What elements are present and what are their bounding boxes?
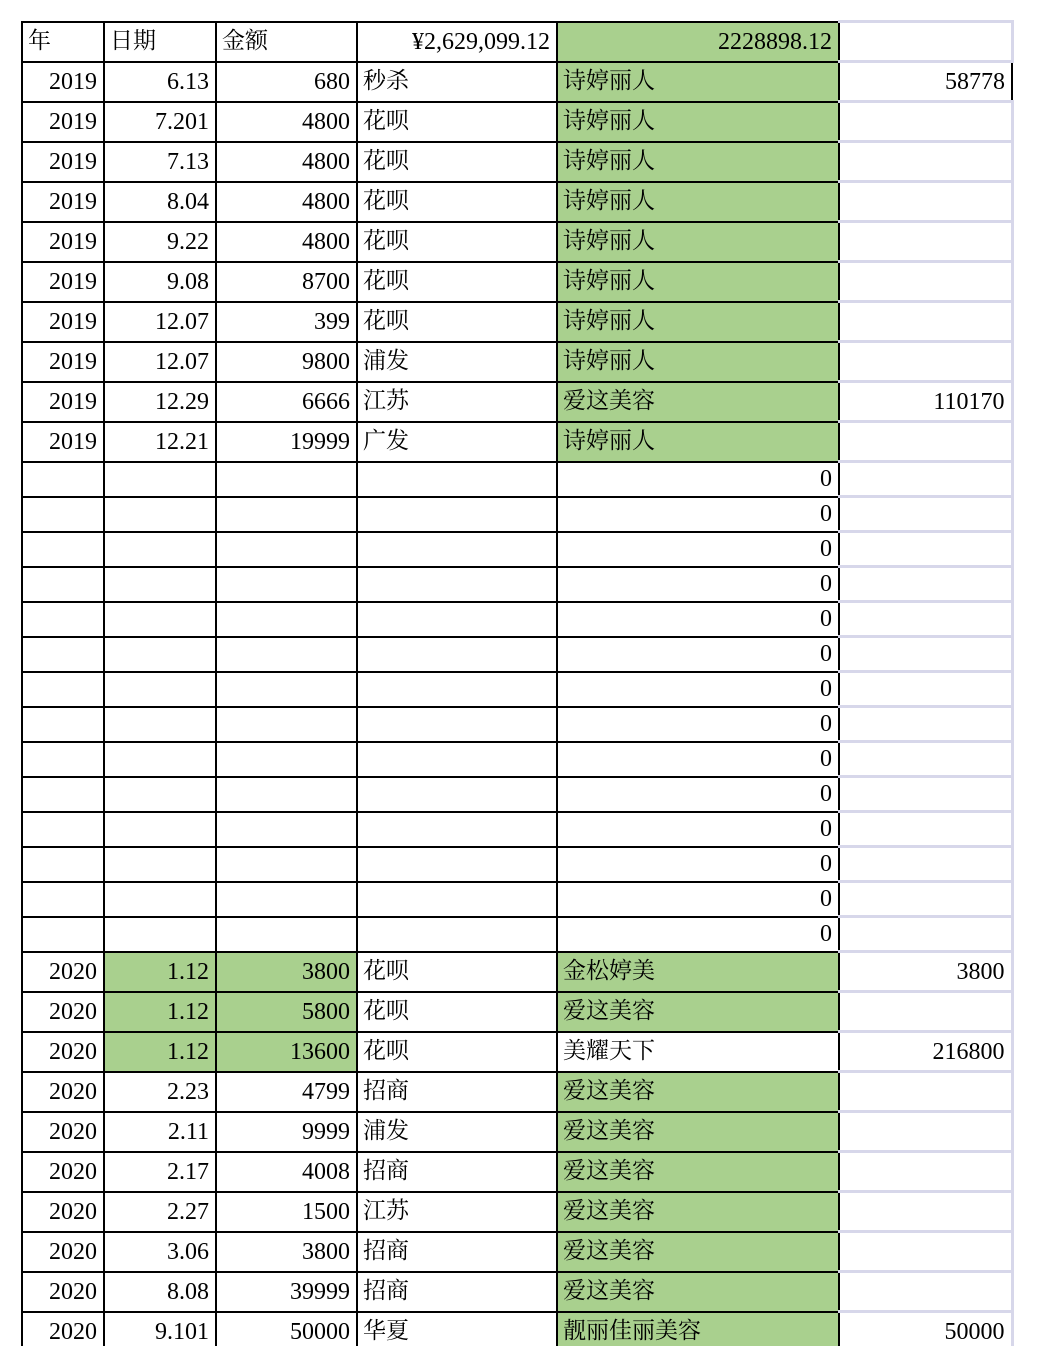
bank-cell[interactable] (357, 812, 557, 847)
year-cell[interactable]: 2020 (22, 1312, 104, 1346)
date-cell[interactable] (104, 742, 216, 777)
year-cell[interactable] (22, 847, 104, 882)
date-cell[interactable]: 2.27 (104, 1192, 216, 1232)
table-row (22, 342, 1012, 382)
bank-cell[interactable] (357, 847, 557, 882)
date-cell[interactable]: 6.13 (104, 62, 216, 102)
table-row (22, 917, 1012, 952)
merchant-cell[interactable]: 0 (557, 777, 839, 812)
table-row (22, 1192, 1012, 1232)
merchant-cell[interactable]: 诗婷丽人 (557, 102, 839, 142)
header-total-cell[interactable]: ¥2,629,099.12 (357, 22, 557, 62)
bank-cell[interactable]: 招商 (357, 1272, 557, 1312)
subtotal-cell[interactable] (839, 1112, 1012, 1152)
year-cell[interactable]: 2020 (22, 1072, 104, 1112)
bank-cell[interactable]: 花呗 (357, 102, 557, 142)
year-cell[interactable] (22, 812, 104, 847)
amount-cell[interactable] (216, 742, 357, 777)
amount-cell[interactable] (216, 917, 357, 952)
bank-cell[interactable]: 花呗 (357, 182, 557, 222)
bank-cell[interactable]: 广发 (357, 422, 557, 462)
bank-cell[interactable] (357, 567, 557, 602)
amount-cell[interactable]: 8700 (216, 262, 357, 302)
date-cell[interactable] (104, 707, 216, 742)
amount-cell[interactable]: 6666 (216, 382, 357, 422)
subtotal-cell[interactable] (839, 567, 1012, 602)
merchant-cell[interactable]: 0 (557, 847, 839, 882)
bank-cell[interactable] (357, 637, 557, 672)
subtotal-cell[interactable] (839, 142, 1012, 182)
date-cell[interactable] (104, 567, 216, 602)
bank-cell[interactable]: 江苏 (357, 382, 557, 422)
header-date-cell[interactable]: 日期 (104, 22, 216, 62)
year-cell[interactable]: 2019 (22, 422, 104, 462)
year-cell[interactable] (22, 917, 104, 952)
table-row (22, 182, 1012, 222)
date-cell[interactable]: 1.12 (104, 1032, 216, 1072)
bank-cell[interactable]: 华夏 (357, 1312, 557, 1346)
bank-cell[interactable]: 花呗 (357, 222, 557, 262)
merchant-cell[interactable]: 爱这美容 (557, 1072, 839, 1112)
table-row (22, 742, 1012, 777)
bank-cell[interactable] (357, 462, 557, 497)
table-row (22, 882, 1012, 917)
subtotal-cell[interactable] (839, 262, 1012, 302)
amount-cell[interactable]: 19999 (216, 422, 357, 462)
amount-cell[interactable]: 13600 (216, 1032, 357, 1072)
date-cell[interactable] (104, 812, 216, 847)
subtotal-cell[interactable] (839, 882, 1012, 917)
date-cell[interactable] (104, 532, 216, 567)
year-cell[interactable]: 2020 (22, 1152, 104, 1192)
bank-cell[interactable]: 浦发 (357, 1112, 557, 1152)
subtotal-cell[interactable] (839, 532, 1012, 567)
bank-cell[interactable] (357, 707, 557, 742)
subtotal-cell[interactable] (839, 672, 1012, 707)
subtotal-cell[interactable] (839, 1232, 1012, 1272)
year-cell[interactable]: 2020 (22, 992, 104, 1032)
table-row (22, 1312, 1012, 1346)
table-row (22, 777, 1012, 812)
amount-cell[interactable] (216, 602, 357, 637)
year-cell[interactable] (22, 567, 104, 602)
year-cell[interactable] (22, 462, 104, 497)
date-cell[interactable]: 1.12 (104, 992, 216, 1032)
bank-cell[interactable]: 花呗 (357, 952, 557, 992)
header-amount-cell[interactable]: 金额 (216, 22, 357, 62)
amount-cell[interactable]: 3800 (216, 952, 357, 992)
header-row (22, 22, 1012, 62)
subtotal-cell[interactable] (839, 602, 1012, 637)
amount-cell[interactable]: 3800 (216, 1232, 357, 1272)
year-cell[interactable]: 2019 (22, 222, 104, 262)
header-balance-cell[interactable]: 2228898.12 (557, 22, 839, 62)
year-cell[interactable]: 2019 (22, 142, 104, 182)
year-cell[interactable]: 2020 (22, 1032, 104, 1072)
date-cell[interactable] (104, 777, 216, 812)
date-cell[interactable]: 9.08 (104, 262, 216, 302)
subtotal-cell[interactable]: 58778 (839, 62, 1012, 102)
amount-cell[interactable]: 5800 (216, 992, 357, 1032)
year-cell[interactable] (22, 882, 104, 917)
header-year-cell[interactable]: 年 (22, 22, 104, 62)
header-extra-cell[interactable] (839, 22, 1012, 62)
table-row (22, 222, 1012, 262)
table-row (22, 1152, 1012, 1192)
bank-cell[interactable]: 花呗 (357, 992, 557, 1032)
table-row (22, 637, 1012, 672)
date-cell[interactable]: 2.17 (104, 1152, 216, 1192)
merchant-cell[interactable]: 美耀天下 (557, 1032, 839, 1072)
subtotal-cell[interactable] (839, 992, 1012, 1032)
date-cell[interactable] (104, 602, 216, 637)
date-cell[interactable] (104, 497, 216, 532)
table-row (22, 1272, 1012, 1312)
merchant-cell[interactable]: 爱这美容 (557, 992, 839, 1032)
amount-cell[interactable]: 9800 (216, 342, 357, 382)
table-row (22, 497, 1012, 532)
bank-cell[interactable]: 江苏 (357, 1192, 557, 1232)
date-cell[interactable]: 12.29 (104, 382, 216, 422)
subtotal-cell[interactable]: 110170 (839, 382, 1012, 422)
bank-cell[interactable] (357, 742, 557, 777)
subtotal-cell[interactable] (839, 342, 1012, 382)
merchant-cell[interactable]: 诗婷丽人 (557, 342, 839, 382)
year-cell[interactable] (22, 707, 104, 742)
table-row (22, 567, 1012, 602)
date-cell[interactable]: 8.04 (104, 182, 216, 222)
merchant-cell[interactable]: 诗婷丽人 (557, 302, 839, 342)
table-row (22, 102, 1012, 142)
merchant-cell[interactable]: 诗婷丽人 (557, 182, 839, 222)
bank-cell[interactable] (357, 777, 557, 812)
year-cell[interactable]: 2019 (22, 102, 104, 142)
amount-cell[interactable]: 39999 (216, 1272, 357, 1312)
year-cell[interactable]: 2020 (22, 952, 104, 992)
amount-cell[interactable]: 1500 (216, 1192, 357, 1232)
table-row (22, 672, 1012, 707)
year-cell[interactable] (22, 672, 104, 707)
subtotal-cell[interactable] (839, 707, 1012, 742)
table-row (22, 847, 1012, 882)
table-row (22, 142, 1012, 182)
merchant-cell[interactable]: 爱这美容 (557, 1112, 839, 1152)
table-row (22, 812, 1012, 847)
table-row (22, 952, 1012, 992)
date-cell[interactable]: 9.101 (104, 1312, 216, 1346)
amount-cell[interactable] (216, 777, 357, 812)
bank-cell[interactable]: 秒杀 (357, 62, 557, 102)
year-cell[interactable] (22, 602, 104, 637)
date-cell[interactable] (104, 672, 216, 707)
bank-cell[interactable]: 花呗 (357, 302, 557, 342)
merchant-cell[interactable]: 诗婷丽人 (557, 142, 839, 182)
bank-cell[interactable] (357, 532, 557, 567)
merchant-cell[interactable]: 爱这美容 (557, 1232, 839, 1272)
amount-cell[interactable]: 50000 (216, 1312, 357, 1346)
table-row (22, 1032, 1012, 1072)
merchant-cell[interactable]: 爱这美容 (557, 1152, 839, 1192)
bank-cell[interactable] (357, 672, 557, 707)
subtotal-cell[interactable]: 216800 (839, 1032, 1012, 1072)
amount-cell[interactable] (216, 882, 357, 917)
amount-cell[interactable] (216, 707, 357, 742)
merchant-cell[interactable]: 靓丽佳丽美容 (557, 1312, 839, 1346)
amount-cell[interactable]: 680 (216, 62, 357, 102)
year-cell[interactable]: 2019 (22, 302, 104, 342)
subtotal-cell[interactable] (839, 1272, 1012, 1312)
year-cell[interactable]: 2019 (22, 262, 104, 302)
merchant-cell[interactable]: 金松婷美 (557, 952, 839, 992)
subtotal-cell[interactable] (839, 847, 1012, 882)
subtotal-cell[interactable] (839, 302, 1012, 342)
table-row (22, 602, 1012, 637)
amount-cell[interactable] (216, 567, 357, 602)
subtotal-cell[interactable] (839, 742, 1012, 777)
bank-cell[interactable]: 花呗 (357, 262, 557, 302)
year-cell[interactable] (22, 777, 104, 812)
bank-cell[interactable] (357, 602, 557, 637)
merchant-cell[interactable]: 诗婷丽人 (557, 62, 839, 102)
date-cell[interactable]: 12.07 (104, 302, 216, 342)
merchant-cell[interactable]: 0 (557, 637, 839, 672)
date-cell[interactable]: 8.08 (104, 1272, 216, 1312)
bank-cell[interactable]: 花呗 (357, 142, 557, 182)
subtotal-cell[interactable] (839, 1152, 1012, 1192)
subtotal-cell[interactable] (839, 777, 1012, 812)
table-row (22, 302, 1012, 342)
year-cell[interactable]: 2020 (22, 1272, 104, 1312)
merchant-cell[interactable]: 诗婷丽人 (557, 262, 839, 302)
date-cell[interactable] (104, 882, 216, 917)
amount-cell[interactable]: 4800 (216, 102, 357, 142)
merchant-cell[interactable]: 0 (557, 882, 839, 917)
year-cell[interactable] (22, 532, 104, 567)
date-cell[interactable]: 2.23 (104, 1072, 216, 1112)
subtotal-cell[interactable] (839, 1072, 1012, 1112)
bank-cell[interactable]: 浦发 (357, 342, 557, 382)
date-cell[interactable]: 3.06 (104, 1232, 216, 1272)
merchant-cell[interactable]: 0 (557, 567, 839, 602)
year-cell[interactable]: 2020 (22, 1232, 104, 1272)
subtotal-cell[interactable] (839, 1192, 1012, 1232)
date-cell[interactable]: 1.12 (104, 952, 216, 992)
year-cell[interactable]: 2019 (22, 382, 104, 422)
merchant-cell[interactable]: 0 (557, 672, 839, 707)
table-row (22, 1072, 1012, 1112)
year-cell[interactable]: 2020 (22, 1192, 104, 1232)
year-cell[interactable]: 2019 (22, 62, 104, 102)
year-cell[interactable]: 2020 (22, 1112, 104, 1152)
table-row (22, 992, 1012, 1032)
date-cell[interactable]: 12.07 (104, 342, 216, 382)
subtotal-cell[interactable] (839, 917, 1012, 952)
bank-cell[interactable]: 花呗 (357, 1032, 557, 1072)
merchant-cell[interactable]: 爱这美容 (557, 382, 839, 422)
subtotal-cell[interactable] (839, 497, 1012, 532)
table-row (22, 532, 1012, 567)
date-cell[interactable] (104, 462, 216, 497)
subtotal-cell[interactable] (839, 102, 1012, 142)
merchant-cell[interactable]: 爱这美容 (557, 1192, 839, 1232)
subtotal-cell[interactable] (839, 462, 1012, 497)
amount-cell[interactable]: 4800 (216, 222, 357, 262)
date-cell[interactable]: 12.21 (104, 422, 216, 462)
table-row (22, 262, 1012, 302)
date-cell[interactable]: 2.11 (104, 1112, 216, 1152)
sheet-grid (21, 20, 1014, 1346)
date-cell[interactable]: 9.22 (104, 222, 216, 262)
amount-cell[interactable]: 4799 (216, 1072, 357, 1112)
bank-cell[interactable] (357, 882, 557, 917)
bank-cell[interactable] (357, 497, 557, 532)
subtotal-cell[interactable]: 3800 (839, 952, 1012, 992)
amount-cell[interactable]: 4008 (216, 1152, 357, 1192)
merchant-cell[interactable]: 0 (557, 497, 839, 532)
table-row (22, 462, 1012, 497)
table-row (22, 382, 1012, 422)
date-cell[interactable] (104, 637, 216, 672)
year-cell[interactable] (22, 497, 104, 532)
year-cell[interactable] (22, 742, 104, 777)
year-cell[interactable] (22, 637, 104, 672)
merchant-cell[interactable]: 0 (557, 602, 839, 637)
amount-cell[interactable] (216, 532, 357, 567)
amount-cell[interactable] (216, 812, 357, 847)
year-cell[interactable]: 2019 (22, 342, 104, 382)
amount-cell[interactable] (216, 497, 357, 532)
merchant-cell[interactable]: 0 (557, 742, 839, 777)
merchant-cell[interactable]: 0 (557, 917, 839, 952)
subtotal-cell[interactable] (839, 182, 1012, 222)
year-cell[interactable]: 2019 (22, 182, 104, 222)
table-row (22, 1112, 1012, 1152)
bank-cell[interactable]: 招商 (357, 1152, 557, 1192)
bank-cell[interactable] (357, 917, 557, 952)
amount-cell[interactable] (216, 847, 357, 882)
date-cell[interactable] (104, 847, 216, 882)
merchant-cell[interactable]: 0 (557, 707, 839, 742)
amount-cell[interactable] (216, 672, 357, 707)
subtotal-cell[interactable] (839, 422, 1012, 462)
subtotal-cell[interactable] (839, 222, 1012, 262)
subtotal-cell[interactable]: 50000 (839, 1312, 1012, 1346)
table-row (22, 707, 1012, 742)
merchant-cell[interactable]: 0 (557, 532, 839, 567)
merchant-cell[interactable]: 0 (557, 812, 839, 847)
subtotal-cell[interactable] (839, 637, 1012, 672)
amount-cell[interactable]: 9999 (216, 1112, 357, 1152)
merchant-cell[interactable]: 诗婷丽人 (557, 422, 839, 462)
date-cell[interactable]: 7.201 (104, 102, 216, 142)
merchant-cell[interactable]: 诗婷丽人 (557, 222, 839, 262)
table-row (22, 422, 1012, 462)
bank-cell[interactable]: 招商 (357, 1072, 557, 1112)
table-row (22, 62, 1012, 102)
date-cell[interactable]: 7.13 (104, 142, 216, 182)
merchant-cell[interactable]: 爱这美容 (557, 1272, 839, 1312)
merchant-cell[interactable]: 0 (557, 462, 839, 497)
table-row (22, 1232, 1012, 1272)
subtotal-cell[interactable] (839, 812, 1012, 847)
amount-cell[interactable]: 399 (216, 302, 357, 342)
amount-cell[interactable]: 4800 (216, 182, 357, 222)
bank-cell[interactable]: 招商 (357, 1232, 557, 1272)
amount-cell[interactable]: 4800 (216, 142, 357, 182)
amount-cell[interactable] (216, 462, 357, 497)
amount-cell[interactable] (216, 637, 357, 672)
date-cell[interactable] (104, 917, 216, 952)
